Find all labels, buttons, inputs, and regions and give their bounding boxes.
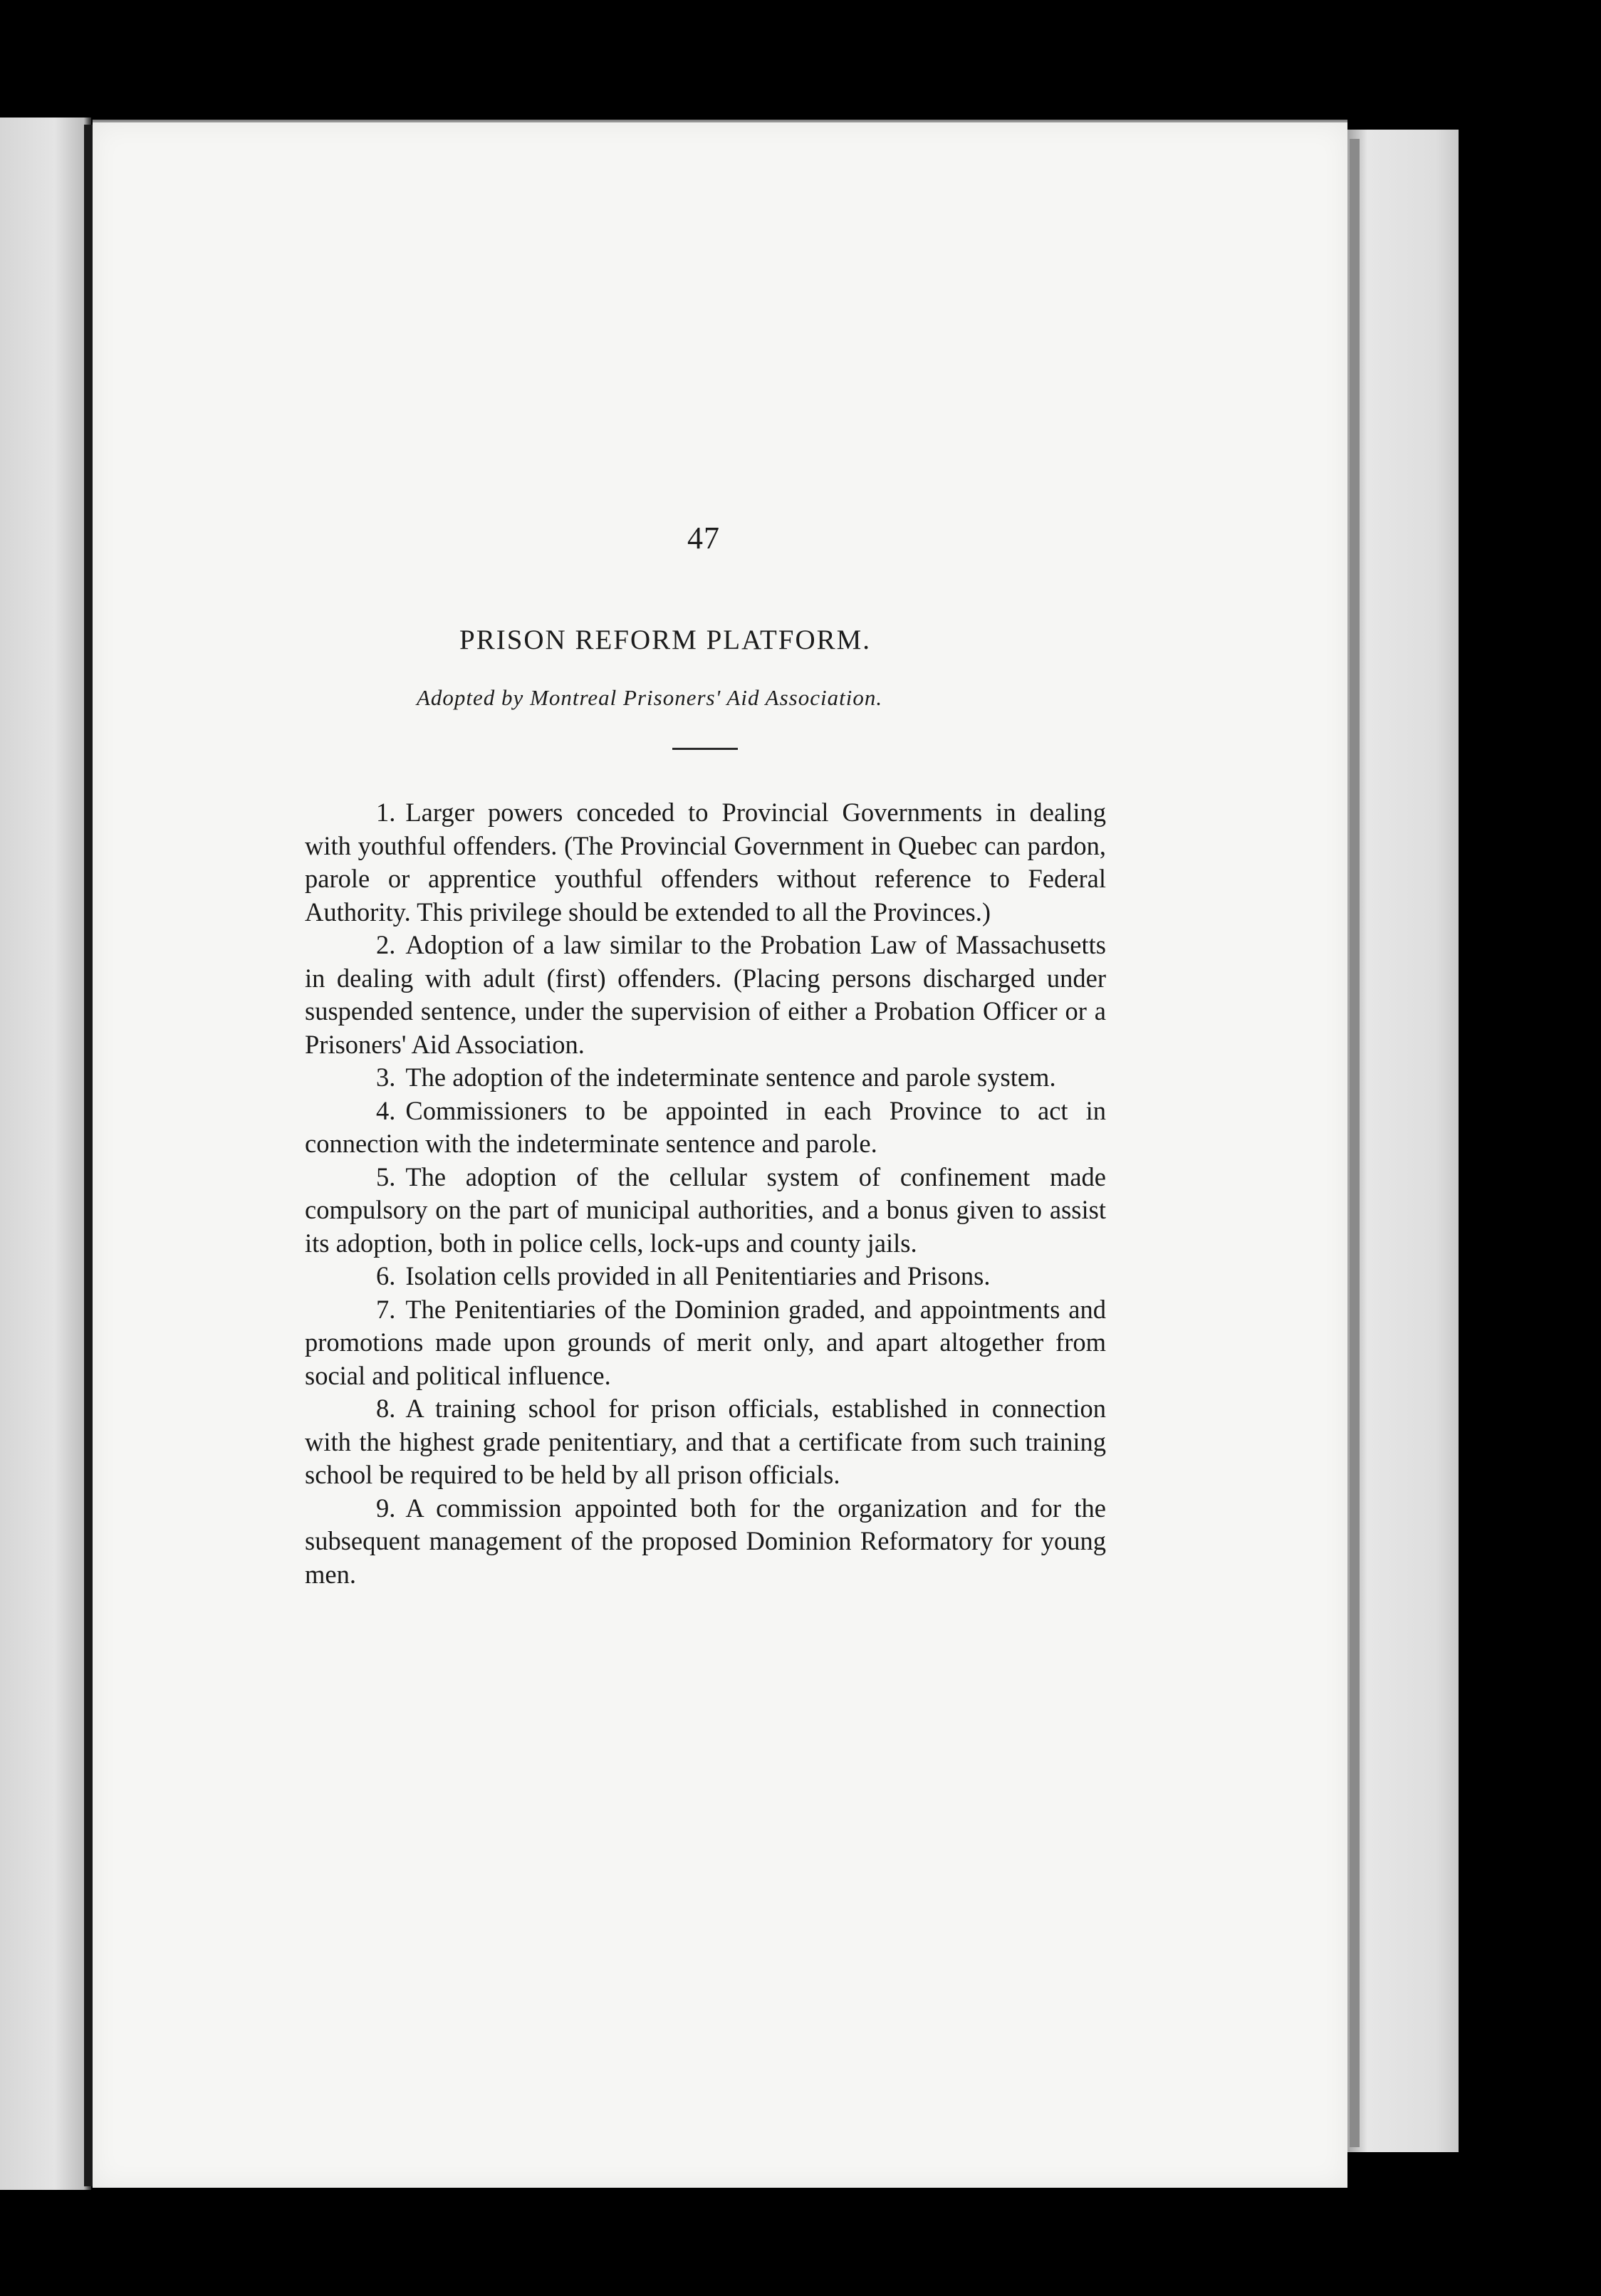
item-number: 2. bbox=[376, 930, 396, 959]
item-text: Isolation cells provided in all Penitentiaries and Prisons. bbox=[405, 1261, 991, 1290]
item-text: A training school for prison officials, established in connection with the highest grade penitentiary, and that a certificate from such training school be required to be held by all prison officials. bbox=[305, 1394, 1106, 1489]
item-number: 5. bbox=[376, 1162, 396, 1191]
list-item bbox=[305, 929, 1106, 1061]
item-text: Adoption of a law similar to the Probation Law of Massachusetts in dealing with adult (first) offenders. (Placing persons discharged under suspended sentence, under the supervision of either a Probation Officer or a Prisoners' Aid Association. bbox=[305, 930, 1106, 1059]
item-number: 9. bbox=[376, 1493, 396, 1523]
item-text: The adoption of the indeterminate sentence and parole system. bbox=[405, 1063, 1056, 1092]
adjacent-page-edge-left bbox=[0, 118, 91, 2190]
item-number: 4. bbox=[376, 1095, 396, 1125]
list-item bbox=[305, 1161, 1106, 1261]
item-text: Larger powers conceded to Provincial Governments in dealing with youthful offenders. (The Provincial Government in Quebec can pardon, parole or apprentice youthful offenders without reference to Federal Authority. This privilege should be extended to all the Provinces.) bbox=[305, 798, 1106, 927]
adjacent-page-edge-right bbox=[1345, 130, 1459, 2152]
item-text: The adoption of the cellular system of confinement made compulsory on the part of municipal authorities, and a bonus given to assist its adoption, both in police cells, lock-ups and county jails. bbox=[305, 1162, 1106, 1258]
list-item bbox=[305, 796, 1106, 929]
list-item bbox=[305, 1260, 1106, 1293]
list-item bbox=[305, 1293, 1106, 1393]
item-number: 6. bbox=[376, 1261, 396, 1290]
item-text: A commission appointed both for the organization and for the subsequent management of the proposed Dominion Reformatory for young men. bbox=[305, 1493, 1106, 1589]
item-text: Commissioners to be appointed in each Province to act in connection with the indeterminate sentence and parole. bbox=[305, 1095, 1106, 1158]
list-item bbox=[305, 1095, 1106, 1161]
page-fold-shadow bbox=[1350, 139, 1360, 2147]
title-divider bbox=[672, 748, 738, 750]
item-number: 1. bbox=[376, 798, 396, 827]
list-item bbox=[305, 1492, 1106, 1592]
list-item bbox=[305, 1392, 1106, 1492]
page-number: 47 bbox=[687, 521, 720, 555]
item-text: The Penitentiaries of the Dominion graded, and appointments and promotions made upon grounds of merit only, and apart altogether from social and political influence. bbox=[305, 1294, 1106, 1390]
item-number: 7. bbox=[376, 1294, 396, 1324]
page-subtitle: Adopted by Montreal Prisoners' Aid Association. bbox=[417, 685, 883, 710]
item-number: 8. bbox=[376, 1394, 396, 1423]
list-item bbox=[305, 1061, 1106, 1095]
item-number: 3. bbox=[376, 1063, 396, 1092]
platform-list bbox=[305, 796, 1106, 1591]
page-title: PRISON REFORM PLATFORM. bbox=[459, 625, 872, 655]
